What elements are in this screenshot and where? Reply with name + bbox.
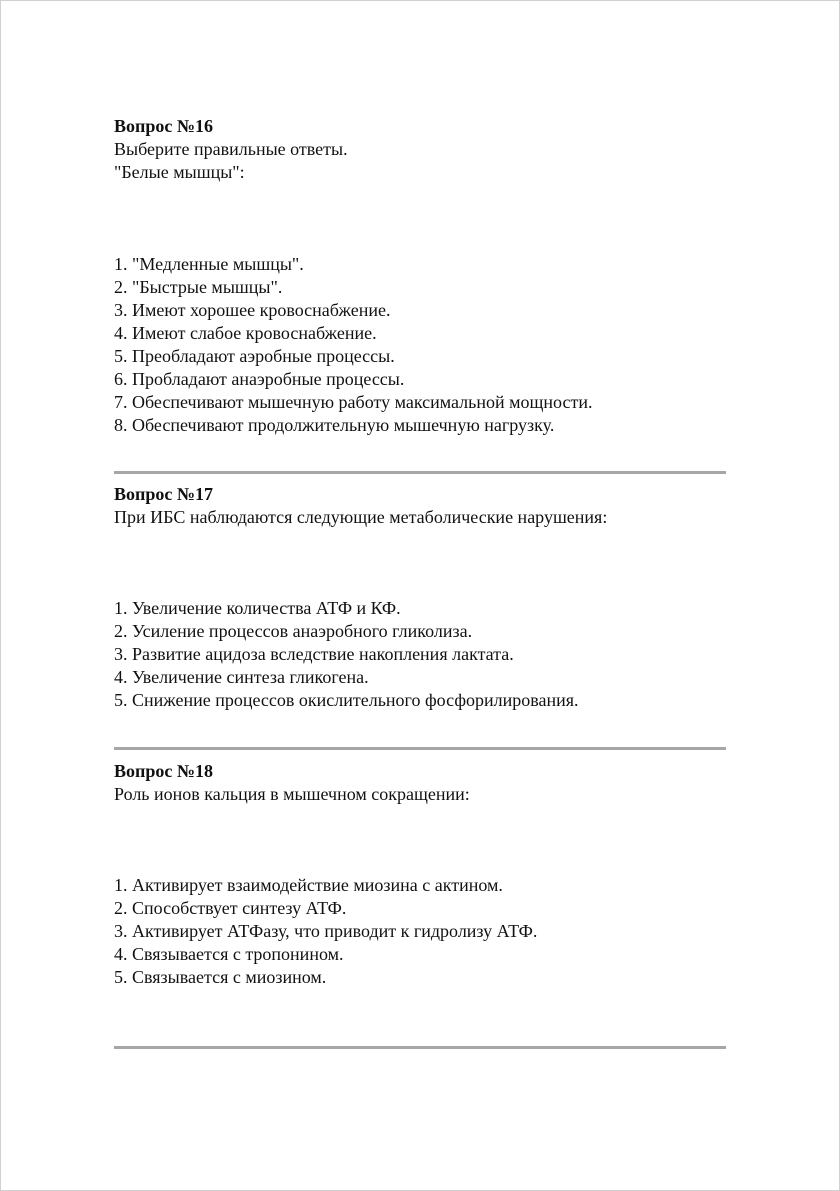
question-16 [114, 115, 726, 435]
answer-option: 7. Обеспечивают мышечную работу максимальной мощности. [114, 392, 593, 412]
answer-option: 1. Увеличение количества АТФ и КФ. [114, 598, 401, 618]
question-prompt: "Белые мышцы": [114, 162, 245, 182]
question-17 [114, 483, 726, 710]
answer-option: 2. Способствует синтезу АТФ. [114, 898, 347, 918]
answer-option: 2. "Быстрые мышцы". [114, 277, 283, 297]
answer-option: 5. Преобладают аэробные процессы. [114, 346, 395, 366]
answer-options [114, 597, 579, 712]
answer-option: 5. Связывается с миозином. [114, 967, 327, 987]
divider [114, 471, 726, 474]
question-prompt: Выберите правильные ответы. [114, 139, 348, 159]
answer-option: 3. Активирует АТФазу, что приводит к гидролизу АТФ. [114, 921, 538, 941]
answer-option: 8. Обеспечивают продолжительную мышечную нагрузку. [114, 415, 555, 435]
question-prompt: Роль ионов кальция в мышечном сокращении: [114, 784, 470, 804]
answer-option: 1. Активирует взаимодействие миозина с актином. [114, 875, 503, 895]
answer-option: 4. Увеличение синтеза гликогена. [114, 667, 369, 687]
answer-option: 5. Снижение процессов окислительного фосфорилирования. [114, 690, 579, 710]
question-18 [114, 760, 726, 987]
answer-option: 1. "Медленные мышцы". [114, 254, 304, 274]
answer-option: 4. Связывается с тропонином. [114, 944, 344, 964]
question-title: Вопрос №16 [114, 116, 213, 136]
question-title: Вопрос №18 [114, 761, 213, 781]
answer-option: 3. Имеют хорошее кровоснабжение. [114, 300, 391, 320]
answer-option: 6. Прoбладают анаэробные процессы. [114, 369, 405, 389]
question-title: Вопрос №17 [114, 484, 213, 504]
answer-option: 4. Имеют слабое кровоснабжение. [114, 323, 377, 343]
divider [114, 747, 726, 750]
divider [114, 1046, 726, 1049]
answer-option: 3. Развитие ацидоза вследствие накопления лактата. [114, 644, 514, 664]
answer-options [114, 253, 592, 437]
answer-option: 2. Усиление процессов анаэробного гликолиза. [114, 621, 473, 641]
answer-options [114, 874, 537, 989]
question-prompt: При ИБС наблюдаются следующие метаболические нарушения: [114, 507, 608, 527]
